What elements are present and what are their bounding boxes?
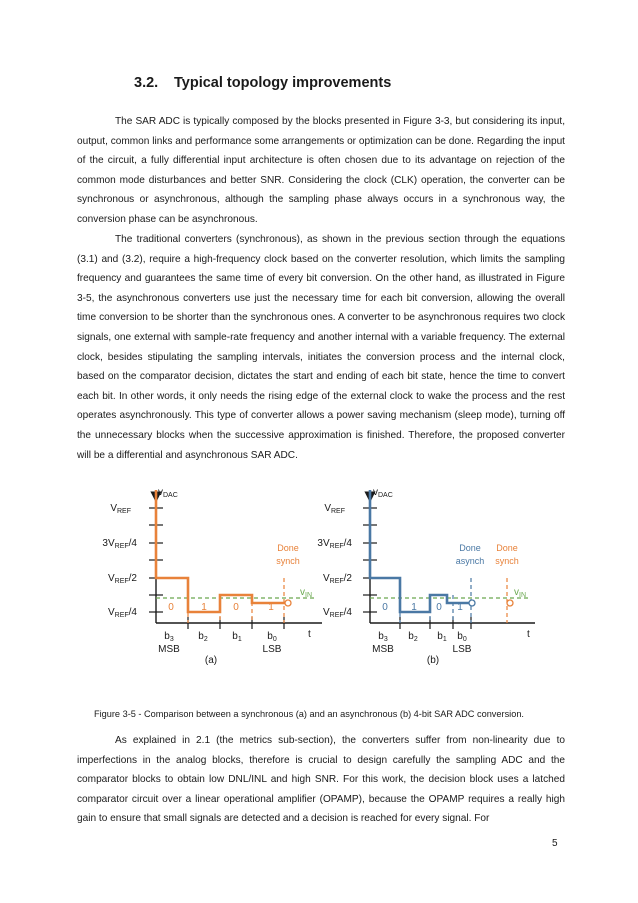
paragraph-2: The traditional converters (synchronous), as shown in the previous section through the equations (3.1) and (3.2), require a high-frequency clock based on the converter resolution, which limits the sampling frequency and guarantees the same time of every bit conversion. On the other hand, as illustrated in Figure 3-5, the asynchronous converters use just the necessary time for each bit conversion, allowing the overall time conversion to be shorter than the synchronous ones. A converter to be asynchronous requires two clock signals, one external with sample-rate frequency and another internal with a variable frequency. The external clock, besides stipulating the sampling intervals, initiates the conversion process and the internal clock, based on the comparator decision, dictates the start and ending of each bit state, hence the time to convert each bit. In other words, it only needs the rising edge of the external clock to wake the process and the rest operates asynchronously. This type of converter allows a power saving mechanism (sleep mode), turning off the unnecessary blocks when the successive approximation is finished. Therefore, the proposed converter will be a differential and asynchronous SAR ADC. [77,234,565,461]
svg-text:b3: $b_3$ [378,631,388,643]
figure-caption: Figure 3-5 - Comparison between a synchronous (a) and an asynchronous (b) 4-bit SAR ADC conversion. [94,709,524,719]
y-level-labels-right [317,503,352,619]
bit-value: 0 [233,602,239,613]
y-level-labels-left [102,503,137,619]
svg-text:b1: $b_1$ [232,631,242,643]
vin-label-left: $v_{IN}$ [300,587,312,599]
done-sync-label-left-1: Done [277,543,299,553]
paragraph-1: The SAR ADC is typically composed by the blocks presented in Figure 3-3, but considering its input, output, common links and performance some arrangements or optimization can be done. Regarding the input of the circuit, a fully differential input architecture is often chosen due to its advantage on rejection of the common mode disturbances and better SNR. Considering the clock (CLK) operation, the converter can be synchronous or asynchronous, although the sampling phase always occurs in a synchronous way, the conversion phase can be asynchronous. [77,116,565,225]
svg-text:b2: $b_2$ [198,631,208,643]
end-marker-async [469,600,475,606]
bit-value: 1 [411,602,417,613]
subfigure-label-b: (b) [426,655,440,666]
bit-labels-right [372,631,472,655]
bit-value: 1 [457,602,463,613]
dac-waveform-sync [156,490,286,612]
time-label-right: t [527,629,530,640]
svg-text:b0: $b_0$ [267,631,277,643]
time-label-left: t [308,629,311,640]
svg-text:VREF: $V_{REF}$ [110,503,131,515]
end-marker-sync [285,600,291,606]
svg-text:MSB: MSB [372,644,394,655]
svg-text:MSB: MSB [158,644,180,655]
bit-value: 0 [382,602,388,613]
section-number: 3.2. [134,75,159,91]
done-async-label-1: Done [459,543,481,553]
paragraph-3: As explained in 2.1 (the metrics sub-section), the converters suffer from non-linearity due to imperfections in the analog blocks, therefore is crucial to design carefully the sampling ADC and the comparator blocks to obtain low DNL/INL and high SNR. For this work, the decision block uses a latched comparator circuit over a linear operational amplifier (OPAMP), because the OPAMP requires a really high gain to ensure that small signals are detected and a decision is reached for every signal. For [77,735,565,825]
svg-text:b3: $b_3$ [164,631,174,643]
done-sync-label-right-1: Done [496,543,518,553]
bit-value: 1 [201,602,207,613]
y-axis-label-left: $v_{DAC}$ [158,487,178,499]
done-async-label-2: asynch [455,556,485,566]
svg-text:b2: $b_2$ [408,631,418,643]
svg-text:3VREF/4: $3V_{REF}/4$ [102,538,137,550]
page-number: 5 [552,838,558,849]
bit-value: 1 [268,602,274,613]
svg-text:VREF: $V_{REF}$ [324,503,345,515]
y-axis-label-right: $v_{DAC}$ [373,487,393,499]
bit-value: 0 [168,602,174,613]
svg-text:LSB: LSB [262,644,282,655]
end-marker-sync-ref [507,600,513,606]
svg-text:VREF/4: $V_{REF}/4$ [107,607,137,619]
done-sync-label-right-2: synch [495,556,519,566]
svg-text:b0: $b_0$ [457,631,467,643]
vin-label-right: $v_{IN}$ [514,587,526,599]
bit-labels-left [158,631,282,655]
svg-text:b1: $b_1$ [437,631,447,643]
subfigure-label-a: (a) [204,655,218,666]
svg-text:VREF/2: $V_{REF}/2$ [322,573,352,585]
bit-value: 0 [436,602,442,613]
done-sync-label-left-2: synch [276,556,300,566]
panel-asynchronous [317,487,535,666]
svg-text:VREF/4: $V_{REF}/4$ [322,607,352,619]
dac-waveform-async [370,490,470,612]
panel-synchronous [102,487,322,666]
section-title: Typical topology improvements [174,75,392,91]
svg-text:3VREF/4: $3V_{REF}/4$ [317,538,352,550]
svg-text:LSB: LSB [452,644,472,655]
svg-text:VREF/2: $V_{REF}/2$ [107,573,137,585]
